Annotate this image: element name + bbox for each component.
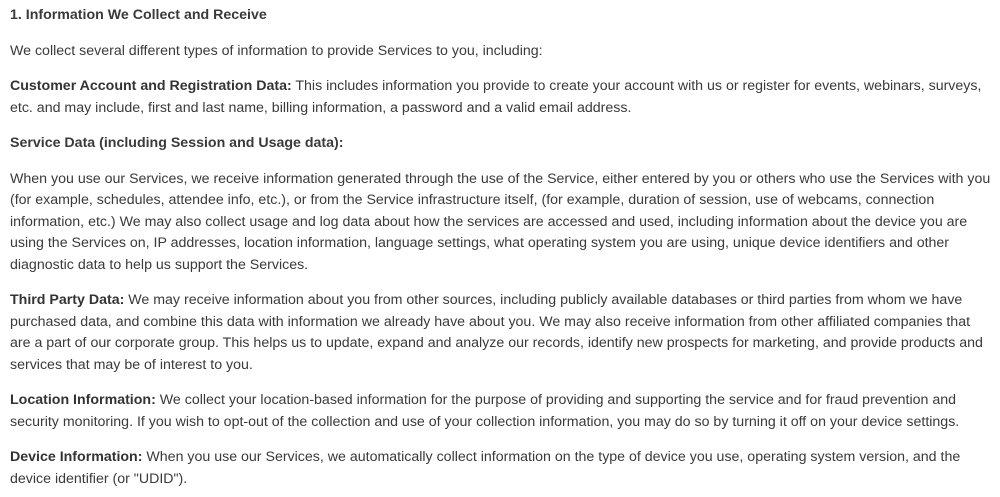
third-party-label: Third Party Data: — [10, 292, 125, 308]
customer-account-paragraph — [10, 76, 992, 119]
customer-account-label: Customer Account and Registration Data: — [10, 78, 292, 94]
location-label: Location Information: — [10, 392, 156, 408]
device-label: Device Information: — [10, 449, 143, 465]
section-title: 1. Information We Collect and Receive — [10, 7, 267, 23]
device-text: When you use our Services, we automatically collect information on the type of device you use, operating system version, and the device identifier (or "UDID"). — [10, 449, 961, 487]
location-paragraph — [10, 390, 992, 433]
policy-document — [10, 0, 992, 490]
third-party-text: We may receive information about you from other sources, including publicly available databases or third parties from whom we have purchased data, and combine this data with information we already have about you. We may also receive information from other affiliated companies that are a part of our corporate group. This helps us to update, expand and analyze our records, identify new prospects for marketing, and provide products and services that may be of interest to you. — [10, 292, 983, 373]
customer-account-text: This includes information you provide to create your account with us or register for events, webinars, surveys, etc. and may include, first and last name, billing information, a password and a valid email address. — [10, 78, 982, 116]
device-paragraph — [10, 447, 992, 490]
service-data-label: Service Data (including Session and Usage data): — [10, 135, 344, 151]
third-party-paragraph — [10, 290, 992, 376]
intro-paragraph: We collect several different types of information to provide Services to you, including: — [10, 42, 543, 59]
service-data-text: When you use our Services, we receive information generated through the use of the Service, either entered by you or others who use the Services with you (for example, schedules, attendee info, etc.), or from the Service infrastructure itself, (for example, duration of session, use of webcams, connection information, etc.) We may also collect usage and log data about how the services are accessed and used, including information about the device you are using the Services on, IP addresses, location information, language settings, what operating system you are using, unique device identifiers and other diagnostic data to help us support the Services. — [10, 170, 991, 273]
location-text: We collect your location-based information for the purpose of providing and supporting the service and for fraud prevention and security monitoring. If you wish to opt-out of the collection and use of your collection information, you may do so by turning it off on your device settings. — [10, 392, 960, 430]
